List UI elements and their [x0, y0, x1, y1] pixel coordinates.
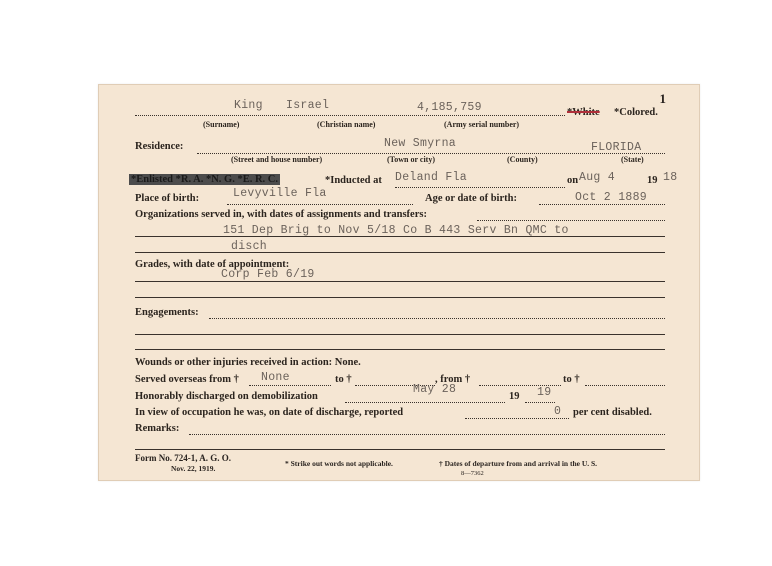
organizations-line2-value: disch — [231, 240, 268, 253]
inducted-line — [395, 187, 565, 188]
per-cent-label: per cent disabled. — [573, 407, 652, 418]
grades-line-1 — [135, 281, 665, 282]
remarks-line-2 — [135, 449, 665, 450]
place-of-birth-line — [227, 204, 413, 205]
overseas-from2-label: , from † — [435, 374, 471, 385]
inducted-date-value: Aug 4 — [579, 171, 616, 184]
wounds-label: Wounds or other injuries received in action: None. — [135, 357, 361, 368]
inducted-19-label: 19 — [647, 175, 658, 186]
inducted-year-value: 18 — [663, 171, 678, 184]
residence-line — [197, 153, 665, 154]
remarks-line-1 — [189, 434, 665, 435]
surname-value: King — [234, 99, 263, 112]
county-caption: (County) — [507, 155, 538, 164]
honorably-label: Honorably discharged on demobilization — [135, 391, 318, 402]
disabled-pct-value: 0 — [554, 405, 562, 418]
strike-note: * Strike out words not applicable. — [285, 459, 393, 468]
print-code: 8—7362 — [461, 470, 484, 477]
serial-value: 4,185,759 — [417, 101, 482, 114]
organizations-label: Organizations served in, with dates of assignments and transfers: — [135, 209, 427, 220]
card-number: 1 — [659, 91, 666, 106]
discharge-date-line — [345, 402, 505, 403]
form-date: Nov. 22, 1919. — [171, 464, 216, 473]
engagements-line-1 — [209, 318, 665, 319]
white-option: *White — [567, 107, 600, 118]
grade-value: Corp Feb 6/19 — [221, 268, 315, 281]
grades-line-2 — [135, 297, 665, 298]
form-number: Form No. 724-1, A. G. O. — [135, 453, 231, 463]
organizations-line-0 — [477, 220, 665, 221]
dates-note: † Dates of departure from and arrival in the U. S. — [439, 459, 598, 468]
place-of-birth-label: Place of birth: — [135, 193, 200, 204]
serial-caption: (Army serial number) — [444, 120, 520, 129]
name-line — [135, 115, 565, 116]
record-card — [98, 84, 700, 481]
birth-date-value: Oct 2 1889 — [575, 191, 648, 204]
age-line — [539, 204, 665, 205]
overseas-to-label: to † — [335, 374, 352, 385]
inducted-label: *Inducted at — [325, 175, 382, 186]
served-overseas-label: Served overseas from † — [135, 374, 239, 385]
colored-option: *Colored. — [614, 107, 658, 118]
town-caption: (Town or city) — [387, 155, 435, 164]
overseas-from-value: None — [261, 371, 290, 384]
discharge-year-line — [525, 402, 555, 403]
occupation-label: In view of occupation he was, on date of discharge, reported — [135, 407, 404, 418]
discharge-date-value: May 28 — [413, 383, 457, 396]
organizations-line-2 — [135, 252, 665, 253]
christian-name-value: Israel — [286, 99, 330, 112]
overseas-to2-line — [585, 385, 665, 386]
organizations-line-1 — [135, 236, 665, 237]
discharge-year-value: 19 — [537, 386, 552, 399]
surname-caption: (Surname) — [203, 120, 240, 129]
engagements-line-2 — [135, 334, 665, 335]
street-caption: (Street and house number) — [231, 155, 323, 164]
grades-label: Grades, with date of appointment: — [135, 259, 290, 270]
discharge-19-label: 19 — [509, 391, 520, 402]
inducted-at-value: Deland Fla — [395, 171, 468, 184]
remarks-label: Remarks: — [135, 423, 180, 434]
engagements-label: Engagements: — [135, 307, 199, 318]
overseas-to2-label: to † — [563, 374, 580, 385]
organizations-line1-value: 151 Dep Brig to Nov 5/18 Co B 443 Serv Bn QMC to — [223, 224, 569, 237]
state-value: FLORIDA — [591, 141, 642, 154]
christian-name-caption: (Christian name) — [317, 120, 376, 129]
disabled-pct-line — [465, 418, 569, 419]
overseas-from-line — [249, 385, 331, 386]
on-label: on — [567, 175, 579, 186]
place-of-birth-value: Levyville Fla — [233, 187, 327, 200]
town-value: New Smyrna — [384, 137, 457, 150]
state-caption: (State) — [621, 155, 644, 164]
enlisted-options: *Enlisted *R. A. *N. G. *E. R. C. — [131, 174, 279, 185]
age-label: Age or date of birth: — [425, 193, 517, 204]
engagements-line-3 — [135, 349, 665, 350]
residence-label: Residence: — [135, 141, 184, 152]
